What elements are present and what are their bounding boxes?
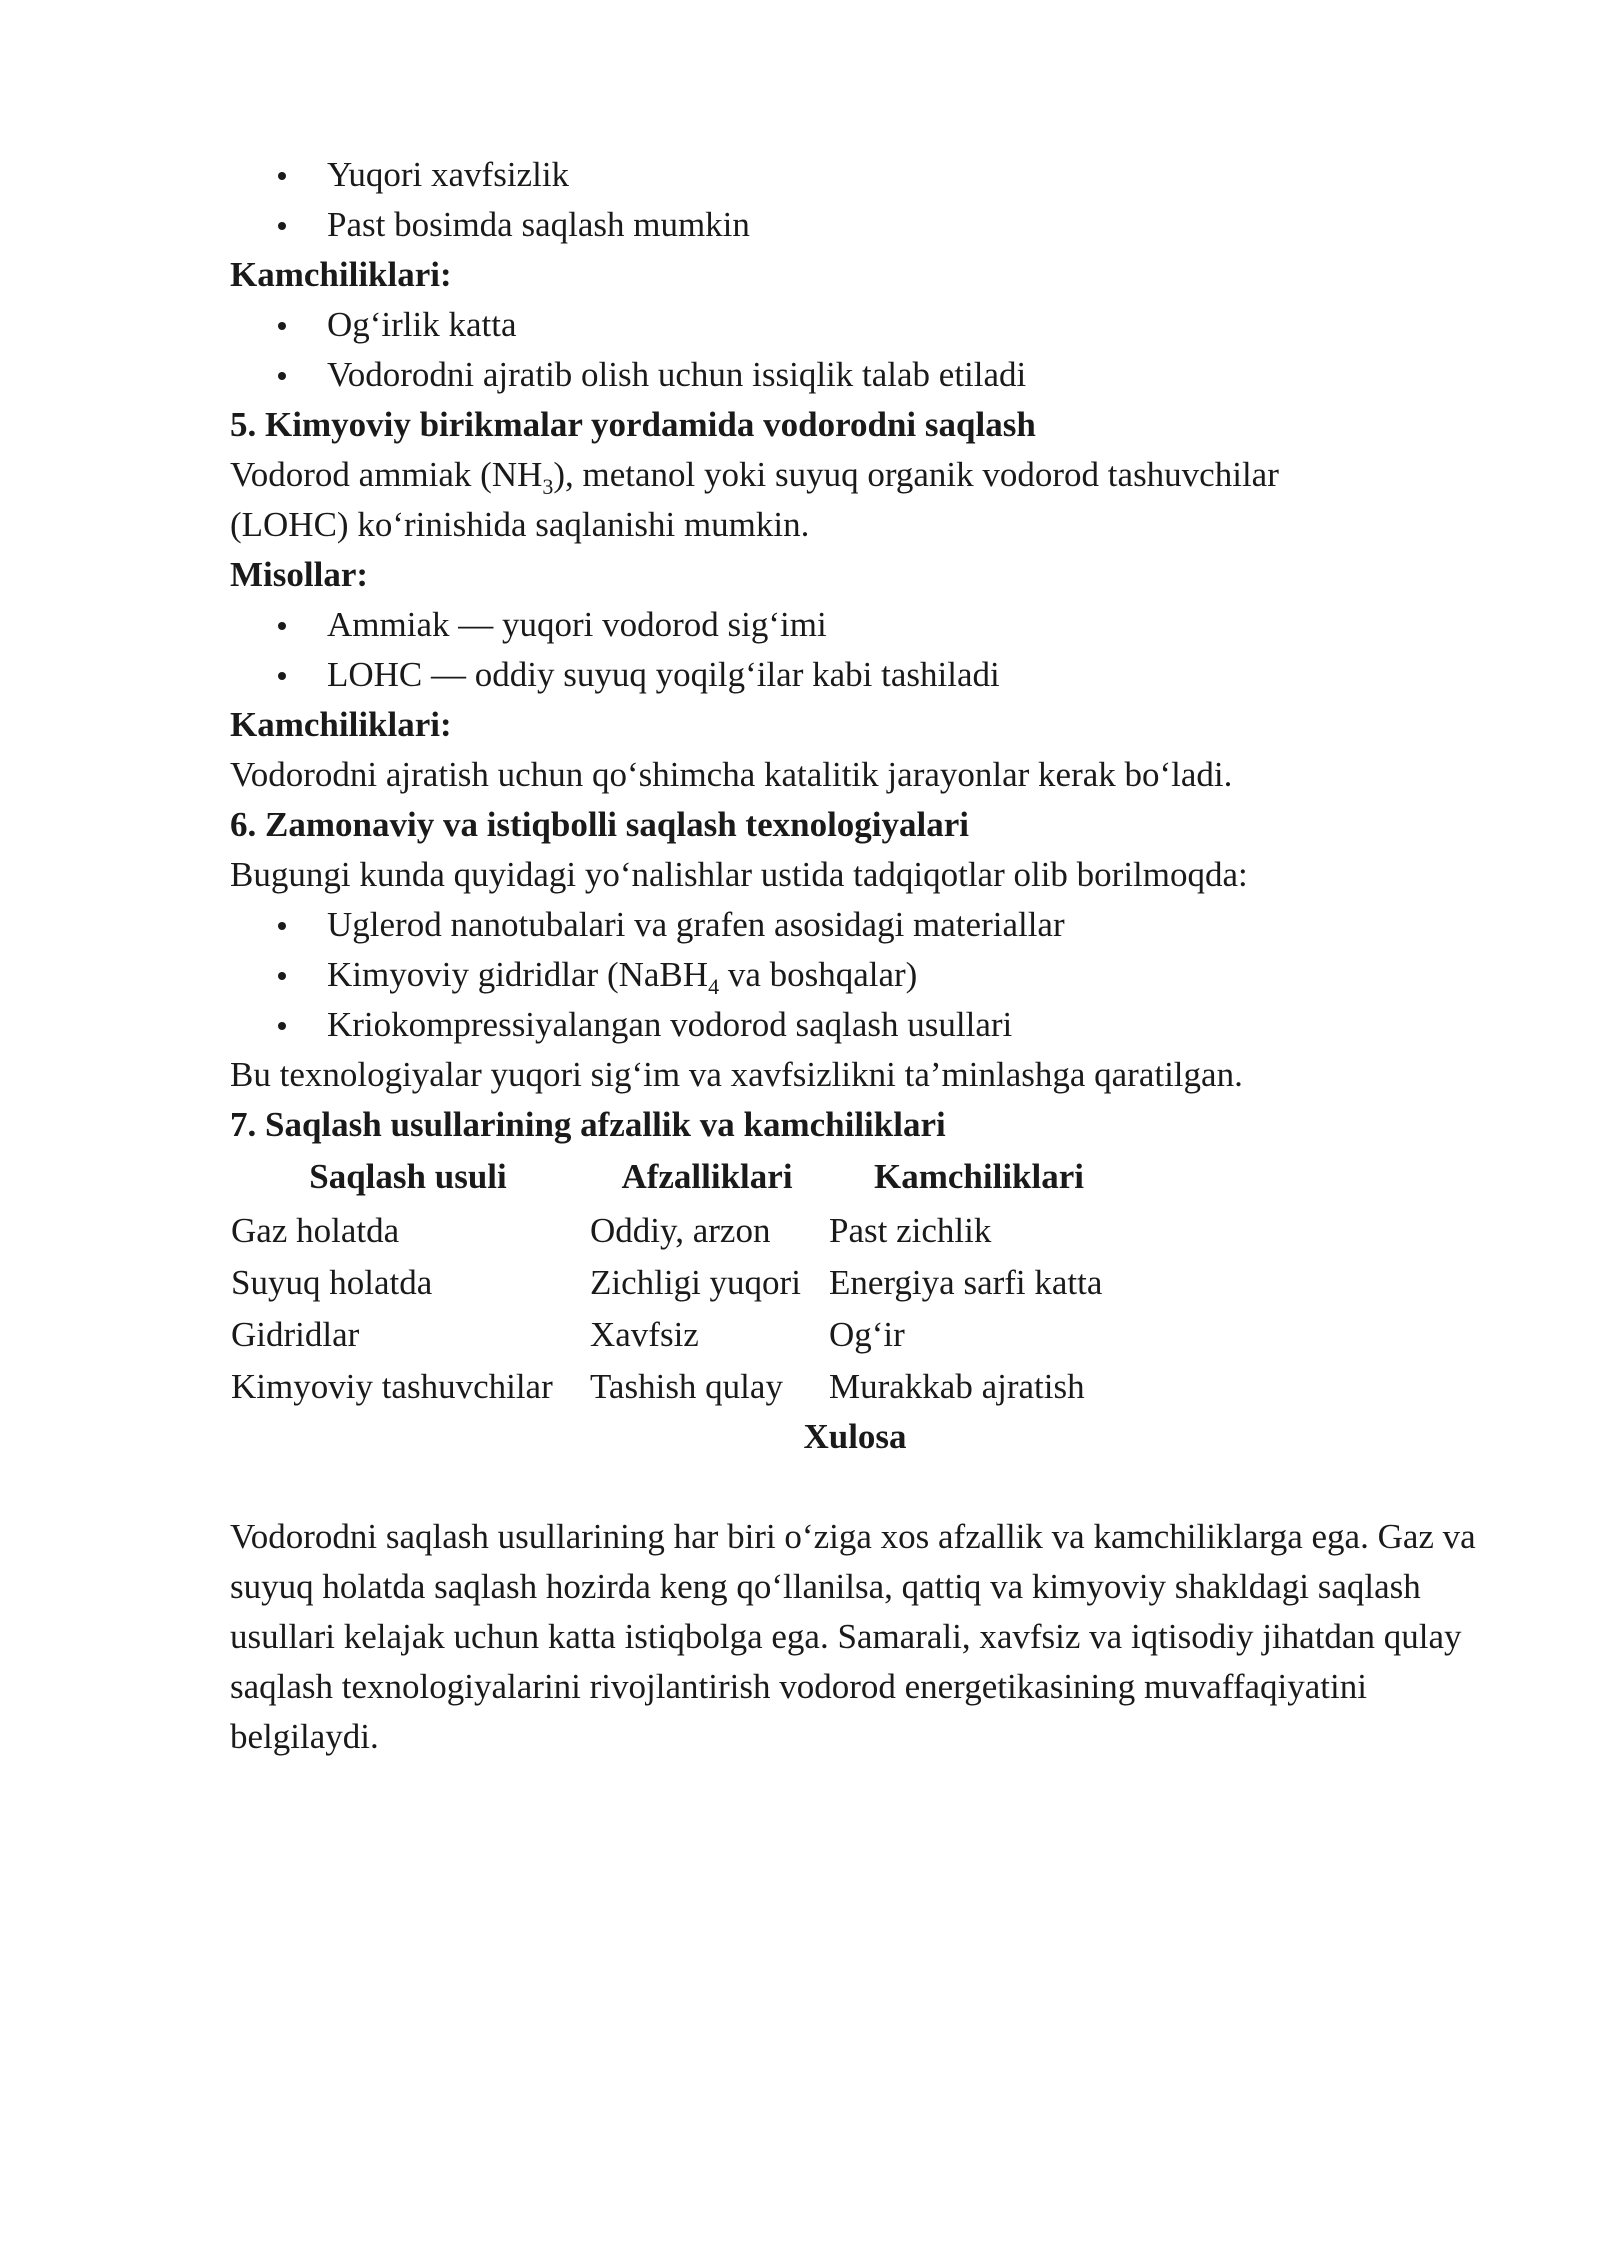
advantages-list — [230, 150, 1480, 250]
table-cell: Tashish qulay — [590, 1367, 783, 1406]
table-row — [230, 1256, 1133, 1308]
bullet-icon — [278, 222, 286, 230]
table-cell: Kimyoviy tashuvchilar — [231, 1367, 553, 1406]
document-content — [230, 150, 1480, 1762]
list-item: Ammiak — yuqori vodorod sig‘imi — [230, 600, 1480, 650]
table-header-cell: Kamchiliklari — [874, 1157, 1084, 1196]
table-cell: Suyuq holatda — [231, 1263, 433, 1302]
section-heading: 6. Zamonaviy va istiqbolli saqlash texnologiyalari — [230, 805, 969, 844]
bullet-icon — [278, 672, 286, 680]
bullet-icon — [278, 922, 286, 930]
examples-list — [230, 600, 1480, 700]
bullet-icon — [278, 972, 286, 980]
table-cell: Xavfsiz — [590, 1315, 699, 1354]
paragraph: Vodorodni ajratish uchun qo‘shimcha katalitik jarayonlar kerak bo‘ladi. — [230, 755, 1233, 794]
list-item: Og‘irlik katta — [230, 300, 1480, 350]
paragraph: (LOHC) ko‘rinishida saqlanishi mumkin. — [230, 505, 810, 544]
table-cell: Energiya sarfi katta — [829, 1263, 1103, 1302]
table-cell: Zichligi yuqori — [590, 1263, 801, 1302]
examples-heading: Misollar: — [230, 555, 369, 594]
conclusion-title: Xulosa — [803, 1417, 907, 1456]
cons-list — [230, 300, 1480, 400]
bullet-icon — [278, 172, 286, 180]
table-header-cell: Saqlash usuli — [309, 1157, 507, 1196]
list-item: LOHC — oddiy suyuq yoqilg‘ilar kabi tashiladi — [230, 650, 1480, 700]
comparison-table — [230, 1150, 1133, 1412]
paragraph: Bugungi kunda quyidagi yo‘nalishlar ustida tadqiqotlar olib borilmoqda: — [230, 855, 1248, 894]
table-cell: Gaz holatda — [231, 1211, 400, 1250]
list-item: Kimyoviy gidridlar (NaBH$_4$ va boshqalar) — [230, 950, 1480, 1000]
table-cell: Og‘ir — [829, 1315, 905, 1354]
list-item: Uglerod nanotubalari va grafen asosidagi materiallar — [230, 900, 1480, 950]
table-row — [230, 1360, 1133, 1412]
table-cell: Murakkab ajratish — [829, 1367, 1085, 1406]
paragraph: Bu texnologiyalar yuqori sig‘im va xavfsizlikni ta’minlashga qaratilgan. — [230, 1055, 1243, 1094]
section-heading: 5. Kimyoviy birikmalar yordamida vodorodni saqlash — [230, 405, 1036, 444]
list-item: Kriokompressiyalangan vodorod saqlash usullari — [230, 1000, 1480, 1050]
bullet-icon — [278, 622, 286, 630]
table-header-cell: Afzalliklari — [621, 1157, 793, 1196]
section-heading: 7. Saqlash usullarining afzallik va kamchiliklari — [230, 1105, 946, 1144]
bullet-icon — [278, 322, 286, 330]
list-item: Vodorodni ajratib olish uchun issiqlik talab etiladi — [230, 350, 1480, 400]
table-cell: Past zichlik — [829, 1211, 992, 1250]
table-row — [230, 1204, 1133, 1256]
table-header-row — [230, 1150, 1133, 1204]
list-item: Past bosimda saqlash mumkin — [230, 200, 1480, 250]
table-cell: Gidridlar — [231, 1315, 360, 1354]
bullet-icon — [278, 1022, 286, 1030]
list-item: Yuqori xavfsizlik — [230, 150, 1480, 200]
cons-heading: Kamchiliklari: — [230, 705, 452, 744]
conclusion-paragraph: Vodorodni saqlash usullarining har biri o‘ziga xos afzallik va kamchiliklarga ega. Gaz va suyuq holatda saqlash hozirda keng qo‘llanilsa, qattiq va kimyoviy shakldagi saqlash usullari kelajak uchun katta istiqbolga ega. Samarali, xavfsiz va iqtisodiy jihatdan qulay saqlash texnologiyalarini rivojlantirish vodorod energetikasining muvaffaqiyatini belgilaydi. — [230, 1517, 1476, 1756]
table-cell: Oddiy, arzon — [590, 1211, 771, 1250]
research-list — [230, 900, 1480, 1050]
cons-heading: Kamchiliklari: — [230, 255, 452, 294]
table-row — [230, 1308, 1133, 1360]
paragraph: Vodorod ammiak $(NH_3)$, metanol yoki suyuq organik vodorod tashuvchilar — [230, 455, 1279, 499]
bullet-icon — [278, 372, 286, 380]
